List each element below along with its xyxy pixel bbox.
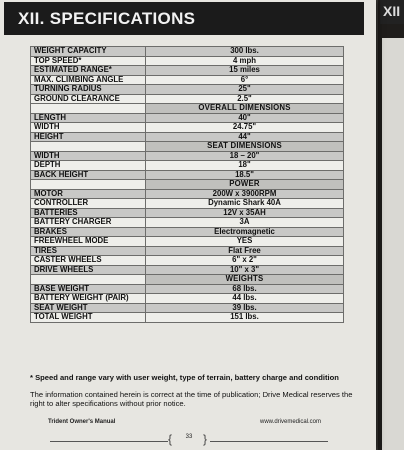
section-header-blank	[31, 275, 146, 285]
spec-label: SEAT WEIGHT	[31, 303, 146, 313]
section-header-blank	[31, 142, 146, 152]
disclaimer: The information contained herein is correct at the time of publication; Drive Medical reserves the right to alter specifications without prior notice.	[30, 390, 353, 408]
section-header-blank	[31, 104, 146, 114]
spec-label: BRAKES	[31, 227, 146, 237]
spec-value: 18 – 20"	[146, 151, 344, 161]
spec-row	[31, 75, 344, 85]
facing-page-edge	[382, 38, 404, 450]
spec-value: 10" x 3"	[146, 265, 344, 275]
section-header-row	[31, 180, 344, 190]
website: www.drivemedical.com	[260, 419, 322, 425]
spec-value: 25"	[146, 85, 344, 95]
spec-value: 3A	[146, 218, 344, 228]
spec-row	[31, 313, 344, 323]
spec-label: TIRES	[31, 246, 146, 256]
spec-label: WIDTH	[31, 151, 146, 161]
specifications-table	[30, 46, 344, 323]
section-header-title: POWER	[146, 180, 344, 190]
spec-row	[31, 47, 344, 57]
spec-label: BATTERIES	[31, 208, 146, 218]
spec-value: 40"	[146, 113, 344, 123]
page-number: 33	[185, 434, 193, 440]
spec-row	[31, 294, 344, 304]
spec-value: 18.5"	[146, 170, 344, 180]
section-header-row	[31, 142, 344, 152]
spec-value: 39 lbs.	[146, 303, 344, 313]
spec-value: 18"	[146, 161, 344, 171]
footer-rule-left	[50, 441, 168, 442]
spec-row	[31, 199, 344, 209]
spec-row	[31, 85, 344, 95]
spec-row	[31, 246, 344, 256]
footer-bracket-right: }	[203, 432, 208, 446]
spec-row	[31, 265, 344, 275]
facing-page-header: XII	[380, 0, 404, 24]
spec-row	[31, 227, 344, 237]
spec-value: Electromagnetic	[146, 227, 344, 237]
spec-value: 68 lbs.	[146, 284, 344, 294]
spec-label: TOTAL WEIGHT	[31, 313, 146, 323]
spec-value: 4 mph	[146, 56, 344, 66]
spec-label: BATTERY CHARGER	[31, 218, 146, 228]
spec-row	[31, 170, 344, 180]
spec-label: GROUND CLEARANCE	[31, 94, 146, 104]
section-header-title: OVERALL DIMENSIONS	[146, 104, 344, 114]
spec-value: 2.5"	[146, 94, 344, 104]
footer-bracket-left: {	[168, 432, 173, 446]
spec-label: MOTOR	[31, 189, 146, 199]
spec-row	[31, 237, 344, 247]
spec-value: 151 lbs.	[146, 313, 344, 323]
spec-row	[31, 94, 344, 104]
spec-value: 300 lbs.	[146, 47, 344, 57]
section-header-blank	[31, 180, 146, 190]
spec-row	[31, 56, 344, 66]
spec-value: 44"	[146, 132, 344, 142]
spec-label: BATTERY WEIGHT (PAIR)	[31, 294, 146, 304]
section-header-title: SEAT DIMENSIONS	[146, 142, 344, 152]
spec-label: HEIGHT	[31, 132, 146, 142]
spec-label: DEPTH	[31, 161, 146, 171]
spec-row	[31, 151, 344, 161]
footer-rule-right	[210, 441, 328, 442]
spec-value: 12V x 35AH	[146, 208, 344, 218]
spec-value: 24.75"	[146, 123, 344, 133]
section-header-title: WEIGHTS	[146, 275, 344, 285]
manual-name: Trident Owner's Manual	[48, 419, 116, 425]
spec-label: WIDTH	[31, 123, 146, 133]
spec-row	[31, 303, 344, 313]
spec-label: LENGTH	[31, 113, 146, 123]
spec-row	[31, 66, 344, 76]
spec-label: TURNING RADIUS	[31, 85, 146, 95]
spec-value: 44 lbs.	[146, 294, 344, 304]
specifications-body	[31, 47, 344, 323]
spec-value: 15 miles	[146, 66, 344, 76]
spec-row	[31, 208, 344, 218]
spec-label: DRIVE WHEELS	[31, 265, 146, 275]
spec-value: Flat Free	[146, 246, 344, 256]
section-header-row	[31, 275, 344, 285]
spec-value: 6°	[146, 75, 344, 85]
spec-label: CONTROLLER	[31, 199, 146, 209]
spec-value: 6" x 2"	[146, 256, 344, 266]
spec-row	[31, 218, 344, 228]
spec-label: WEIGHT CAPACITY	[31, 47, 146, 57]
facing-page	[378, 0, 404, 450]
spec-label: BACK HEIGHT	[31, 170, 146, 180]
spec-row	[31, 113, 344, 123]
spec-label: BASE WEIGHT	[31, 284, 146, 294]
spec-value: Dynamic Shark 40A	[146, 199, 344, 209]
spec-row	[31, 284, 344, 294]
spec-label: CASTER WHEELS	[31, 256, 146, 266]
spec-label: MAX. CLIMBING ANGLE	[31, 75, 146, 85]
footnote: * Speed and range vary with user weight, type of terrain, battery charge and condition	[30, 373, 339, 382]
spec-row	[31, 256, 344, 266]
spec-row	[31, 189, 344, 199]
spec-label: FREEWHEEL MODE	[31, 237, 146, 247]
spec-label: ESTIMATED RANGE*	[31, 66, 146, 76]
spec-row	[31, 132, 344, 142]
section-header-row	[31, 104, 344, 114]
spec-label: TOP SPEED*	[31, 56, 146, 66]
section-title: XII. SPECIFICATIONS	[4, 2, 364, 35]
spec-value: 200W x 3900RPM	[146, 189, 344, 199]
spec-value: YES	[146, 237, 344, 247]
spec-row	[31, 123, 344, 133]
spec-row	[31, 161, 344, 171]
